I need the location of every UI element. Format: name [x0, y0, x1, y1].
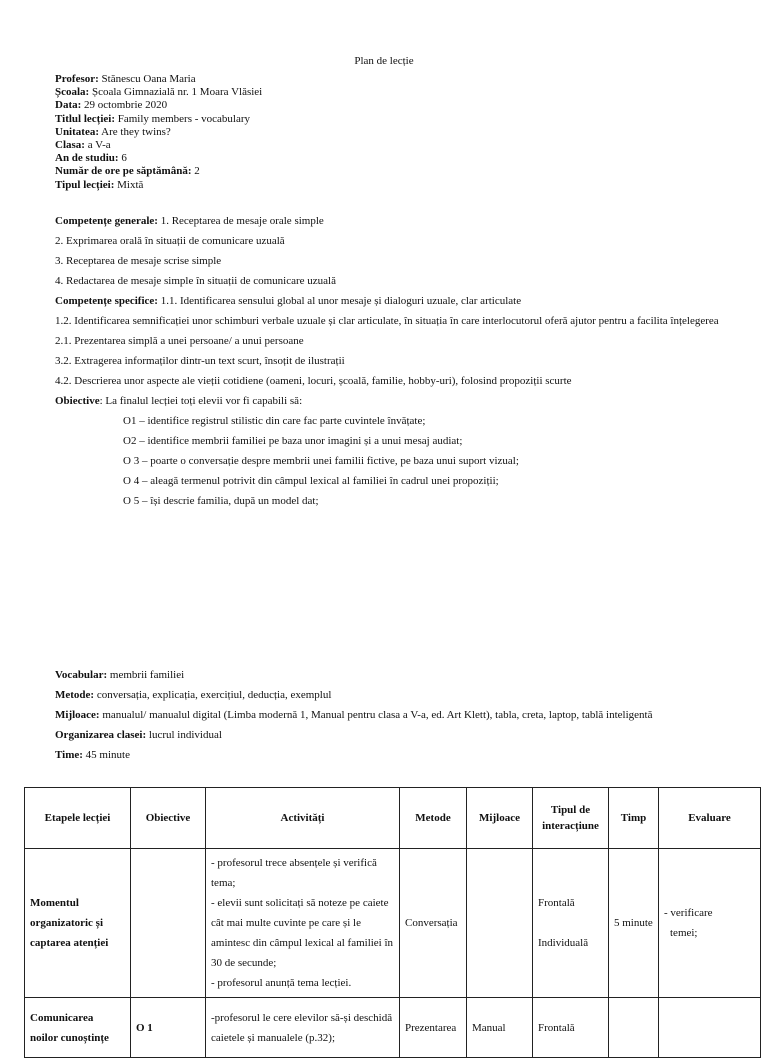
competenta-generala: 4. Redactarea de mesaje simple în situații de comunicare uzuală — [55, 275, 336, 287]
detail-metode: Metode: conversația, explicația, exercițiul, deducția, exemplul — [55, 689, 332, 701]
competencies-section — [55, 214, 755, 514]
detail-organizarea: Organizarea clasei: lucrul individual — [55, 729, 222, 741]
table-row — [25, 849, 761, 998]
header-row-unitatea: Unitatea: Are they twins? — [55, 125, 171, 138]
header-row-titlul: Titlul lecției: Family members - vocabulary — [55, 112, 251, 125]
cell-activities: - profesorul trece absențele și verifică tema; - elevii sunt solicitați să noteze pe caiete cât mai multe cuvinte pe care și le amintesc din câmpul lexical al familiei în 30 de secunde; - profesorul anunță tema lecției. — [206, 849, 400, 998]
details-section — [55, 668, 755, 768]
cell-interaction: Frontală — [533, 998, 609, 1058]
document-title: Plan de lecție — [354, 55, 414, 67]
competenta-specifica: 2.1. Prezentarea simplă a unei persoane/ a unui persoane — [55, 335, 304, 347]
competenta-specifica: 1.2. Identificarea semnificației unor schimburi verbale uzuale și clar articulate, în situația în care interlocutorul oferă ajutor pentru a facilita înțelegerea — [55, 315, 719, 327]
competenta-generala: 2. Exprimarea orală în situații de comunicare uzuală — [55, 235, 285, 247]
col-header-etape: Etapele lecției — [25, 788, 131, 849]
competenta-specifica: 4.2. Descrierea unor aspecte ale vieții cotidiene (oameni, locuri, școală, familie, hobby-uri), folosind propoziții scurte — [55, 375, 572, 387]
cell-activities: -profesorul le cere elevilor să-și deschidă caietele și manualele (p.32); — [206, 998, 400, 1058]
cell-stage: Momentul organizatoric și captarea atenției — [25, 849, 131, 998]
detail-time: Time: 45 minute — [55, 749, 130, 761]
cell-means — [467, 849, 533, 998]
table-header-row — [25, 788, 761, 849]
header-row-data: Data: 29 octombrie 2020 — [55, 99, 168, 112]
cell-objective: O 1 — [131, 998, 206, 1058]
col-header-obiective: Obiective — [131, 788, 206, 849]
header-row-clasa: Clasa: a V-a — [55, 139, 111, 152]
obiectiv-item: O 3 – poarte o conversație despre membrii unei familii fictive, pe baza unui suport vizual; — [123, 455, 519, 467]
header-info — [55, 73, 262, 192]
obiectiv-item: O1 – identifice registrul stilistic din care fac parte cuvintele învățate; — [123, 415, 426, 427]
header-row-ore: Număr de ore pe săptămână: 2 — [55, 165, 200, 178]
competente-specifice-line: Competențe specifice: 1.1. Identificarea sensului global al unor mesaje și dialoguri uzuale, clar articulate — [55, 295, 522, 307]
col-header-timp: Timp — [609, 788, 659, 849]
cell-stage: Comunicarea noilor cunoștințe — [25, 998, 131, 1058]
header-row-tipul: Tipul lecției: Mixtă — [55, 178, 144, 191]
cell-method: Conversația — [400, 849, 467, 998]
cell-evaluation: - verificare temei; — [659, 849, 761, 998]
table-row — [25, 998, 761, 1058]
lesson-table — [24, 787, 761, 1058]
header-row-scoala: Școala: Școala Gimnazială nr. 1 Moara Vlăsiei — [55, 86, 263, 99]
cell-means: Manual — [467, 998, 533, 1058]
obiectiv-item: O 5 – își descrie familia, după un model dat; — [123, 495, 319, 507]
competente-generale-line: Competențe generale: 1. Receptarea de mesaje orale simple — [55, 215, 324, 227]
obiectiv-item: O2 – identifice membrii familiei pe baza unor imagini și a unui mesaj audiat; — [123, 435, 463, 447]
header-row-profesor: Profesor: Stănescu Oana Maria — [55, 73, 196, 85]
cell-objective — [131, 849, 206, 998]
col-header-mijloace: Mijloace — [467, 788, 533, 849]
obiective-line: Obiective: La finalul lecției toți elevii vor fi capabili să: — [55, 395, 303, 407]
cell-interaction: Frontală Individuală — [533, 849, 609, 998]
cell-time: 5 minute — [609, 849, 659, 998]
col-header-evaluare: Evaluare — [659, 788, 761, 849]
detail-vocabular: Vocabular: membrii familiei — [55, 669, 185, 681]
col-header-metode: Metode — [400, 788, 467, 849]
header-row-an: An de studiu: 6 — [55, 152, 127, 165]
competenta-specifica: 3.2. Extragerea informaților dintr-un text scurt, însoțit de ilustrații — [55, 355, 345, 367]
cell-time — [609, 998, 659, 1058]
obiectiv-item: O 4 – aleagă termenul potrivit din câmpul lexical al familiei în cadrul unei propoziții; — [123, 475, 499, 487]
cell-method: Prezentarea — [400, 998, 467, 1058]
col-header-activitati: Activități — [206, 788, 400, 849]
cell-evaluation — [659, 998, 761, 1058]
competenta-generala: 3. Receptarea de mesaje scrise simple — [55, 255, 222, 267]
col-header-tipul: Tipul de interacțiune — [533, 788, 609, 849]
detail-mijloace: Mijloace: manualul/ manualul digital (Limba modernă 1, Manual pentru clasa a V-a, ed. Art Klett), tabla, creta, laptop, tablă inteligentă — [55, 709, 653, 721]
